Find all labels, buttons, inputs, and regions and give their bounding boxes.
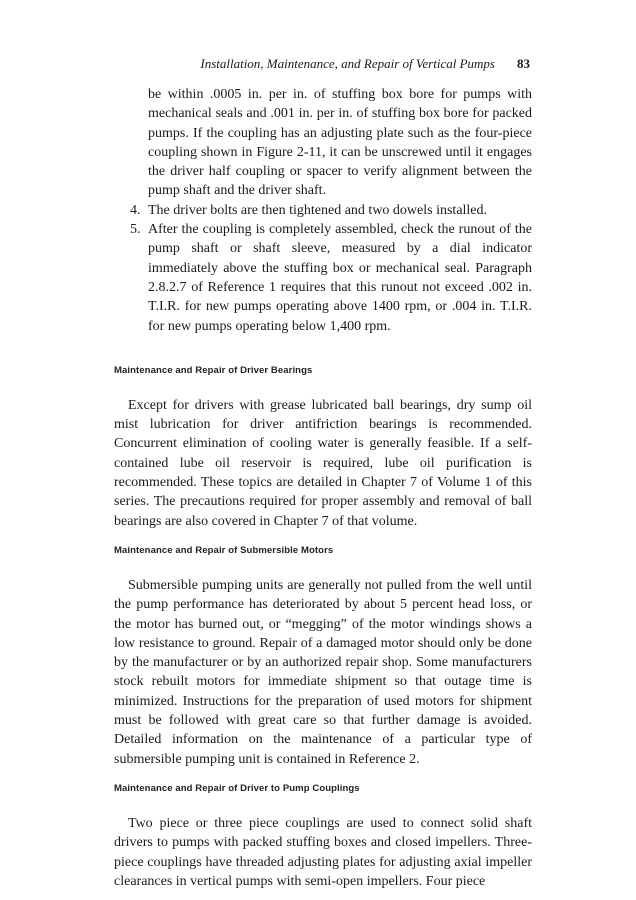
section-heading-couplings: Maintenance and Repair of Driver to Pump Couplings <box>114 782 360 794</box>
list-item-number: 5. <box>130 222 141 238</box>
section-heading-submersible-motors: Maintenance and Repair of Submersible Motors <box>114 544 334 556</box>
paragraph-submersible-motors: Submersible pumping units are generally not pulled from the well until the pump performance has deteriorated by about 5 percent head loss, or the motor has burned out, or “megging” of the motor windings shows a low resistance to ground. Repair of a damaged motor should only be done by the manufacturer or by an authorized repair shop. Some manufacturers stock rebuilt motors for immediate shipment so that outage time is minimized. Instructions for the preparation of used motors for shipment must be followed with great care so that further damage is avoided. Detailed information on the maintenance of a particular type of submersible pumping unit is contained in Reference 2. <box>114 577 532 767</box>
list-item <box>114 220 532 336</box>
list-item-number: 4. <box>130 202 141 218</box>
list-item-text: The driver bolts are then tightened and two dowels installed. <box>148 202 488 218</box>
list-item-text: After the coupling is completely assembled, check the runout of the pump shaft or shaft sleeve, measured by a dial indicator immediately above the stuffing box or mechanical seal. Paragraph 2.8.2.7 of Reference 1 requires that this runout not exceed .002 in. T.I.R. for new pumps operating above 1400 rpm, or .004 in. T.I.R. for new pumps operating below 1,400 rpm. <box>148 222 532 334</box>
list-item-continuation: be within .0005 in. per in. of stuffing box bore for pumps with mechanical seals and .001 in. per in. of stuffing box bore for packed pumps. If the coupling has an adjusting plate such as the four-piece coupling shown in Figure 2-11, it can be unscrewed until it engages the driver half coupling or spacer to verify alignment between the pump shaft and the driver shaft. <box>148 87 532 199</box>
list-item <box>114 201 532 220</box>
section-heading-driver-bearings: Maintenance and Repair of Driver Bearings <box>114 364 313 376</box>
numbered-list <box>114 201 532 336</box>
running-title: Installation, Maintenance, and Repair of Vertical Pumps <box>200 56 495 71</box>
paragraph-driver-bearings: Except for drivers with grease lubricated ball bearings, dry sump oil mist lubrication for driver antifriction bearings is recommended. Concurrent elimination of cooling water is generally feasible. If a self-contained lube oil reservoir is required, lube oil purification is recommended. These topics are detailed in Chapter 7 of Volume 1 of this series. The precautions required for proper assembly and removal of ball bearings are also covered in Chapter 7 of that volume. <box>114 397 532 529</box>
paragraph-couplings: Two piece or three piece couplings are used to connect solid shaft drivers to pumps with packed stuffing boxes and closed impellers. Three-piece couplings have threaded adjusting plates for adjusting axial impeller clearances in vertical pumps with semi-open impellers. Four piece <box>114 815 532 889</box>
page-content <box>114 85 532 891</box>
page-number: 83 <box>517 56 530 71</box>
running-header <box>148 56 530 72</box>
